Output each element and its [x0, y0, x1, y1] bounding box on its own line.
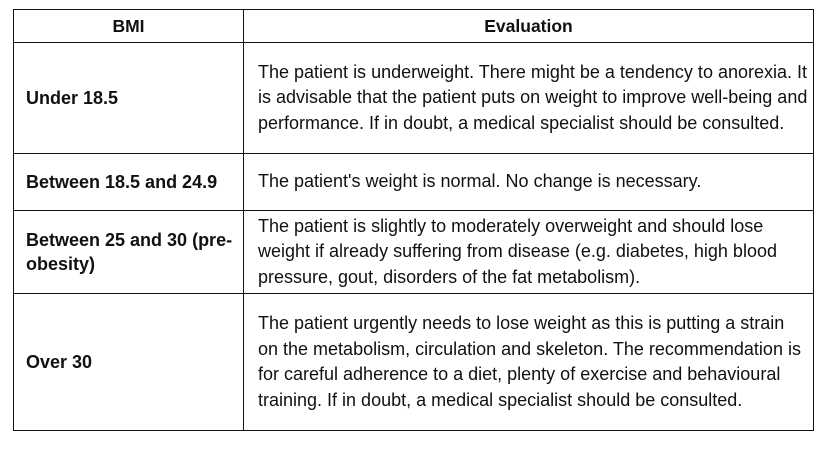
table-row — [14, 43, 814, 154]
evaluation-cell: The patient urgently needs to lose weight as this is putting a strain on the metabolism, circulation and skeleton. The recommendation is for careful adherence to a diet, plenty of exercise and behavioural training. If in doubt, a medical specialist should be consulted. — [244, 294, 814, 431]
table-header-row — [14, 10, 814, 43]
table-row — [14, 154, 814, 211]
bmi-range-cell: Under 18.5 — [14, 43, 244, 154]
table-row — [14, 211, 814, 294]
column-header-evaluation: Evaluation — [244, 10, 814, 43]
table-row — [14, 294, 814, 431]
bmi-range-cell: Over 30 — [14, 294, 244, 431]
bmi-evaluation-table — [13, 9, 814, 431]
evaluation-cell: The patient's weight is normal. No change is necessary. — [244, 154, 814, 211]
evaluation-cell: The patient is underweight. There might be a tendency to anorexia. It is advisable that the patient puts on weight to improve well-being and performance. If in doubt, a medical specialist should be consulted. — [244, 43, 814, 154]
column-header-bmi: BMI — [14, 10, 244, 43]
bmi-range-cell: Between 18.5 and 24.9 — [14, 154, 244, 211]
evaluation-cell: The patient is slightly to moderately overweight and should lose weight if already suffering from disease (e.g. diabetes, high blood pressure, gout, disorders of the fat metabolism). — [244, 211, 814, 294]
bmi-range-cell: Between 25 and 30 (pre-obesity) — [14, 211, 244, 294]
